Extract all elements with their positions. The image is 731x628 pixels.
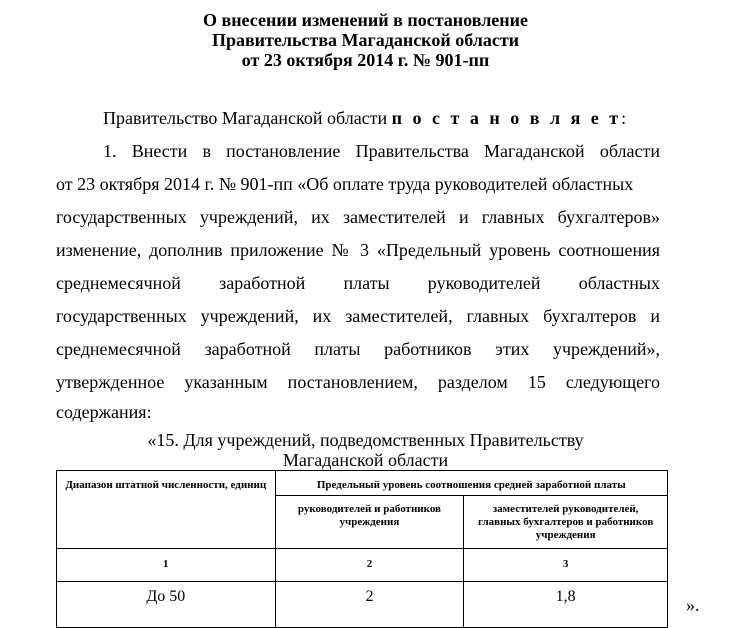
preamble bbox=[103, 107, 626, 129]
head-ratio-cell: 2 bbox=[275, 582, 464, 628]
col2-header: руководителей и работников учреждения bbox=[275, 496, 464, 549]
column-number-1: 1 bbox=[57, 549, 276, 582]
paragraph-line-9: содержания: bbox=[56, 402, 152, 422]
paragraph-line-3: государственных учреждений, их заместителей и главных бухгалтеров» bbox=[56, 207, 660, 227]
paragraph-line-2: от 23 октября 2014 г. № 901-пп «Об оплате труда руководителей областных bbox=[56, 174, 634, 194]
column-number-3: 3 bbox=[464, 549, 668, 582]
title-line-2: Правительства Магаданской области bbox=[211, 30, 520, 50]
title-line-1: О внесении изменений в постановление bbox=[202, 10, 529, 30]
range-cell: До 50 bbox=[57, 582, 276, 628]
section-heading-line-2: Магаданской области bbox=[282, 450, 449, 470]
salary-ratio-table bbox=[56, 470, 668, 628]
section-heading bbox=[0, 430, 731, 470]
section-heading-line-1: «15. Для учреждений, подведомственных Правительству bbox=[147, 430, 584, 450]
col1-header: Диапазон штатной численности, единиц bbox=[57, 471, 276, 549]
col3-header: заместителей руководителей, главных бухгалтеров и работников учреждения bbox=[464, 496, 668, 549]
column-number-2: 2 bbox=[275, 549, 464, 582]
closing-quote: ». bbox=[686, 595, 700, 615]
preamble-colon: : bbox=[621, 108, 627, 128]
paragraph-line-6: государственных учреждений, их заместителей, главных бухгалтеров и bbox=[56, 306, 660, 326]
deputy-ratio-cell: 1,8 bbox=[464, 582, 668, 628]
group-header: Предельный уровень соотношения средней заработной платы bbox=[275, 471, 667, 496]
paragraph-line-1: 1. Внести в постановление Правительства Магаданской области bbox=[103, 141, 660, 161]
preamble-text: Правительство Магаданской области bbox=[103, 108, 392, 128]
paragraph-line-4: изменение, дополнив приложение № 3 «Предельный уровень соотношения bbox=[56, 240, 660, 260]
decree-word: п о с т а н о в л я е т bbox=[391, 108, 622, 128]
document-title bbox=[0, 10, 731, 70]
title-line-3: от 23 октября 2014 г. № 901-пп bbox=[241, 50, 490, 70]
table-row bbox=[57, 582, 668, 628]
paragraph-line-8: утвержденное указанным постановлением, разделом 15 следующего bbox=[56, 372, 660, 392]
paragraph-line-7: среднемесячной заработной платы работников этих учреждений», bbox=[56, 339, 660, 359]
paragraph-line-5: среднемесячной заработной платы руководителей областных bbox=[56, 273, 660, 293]
